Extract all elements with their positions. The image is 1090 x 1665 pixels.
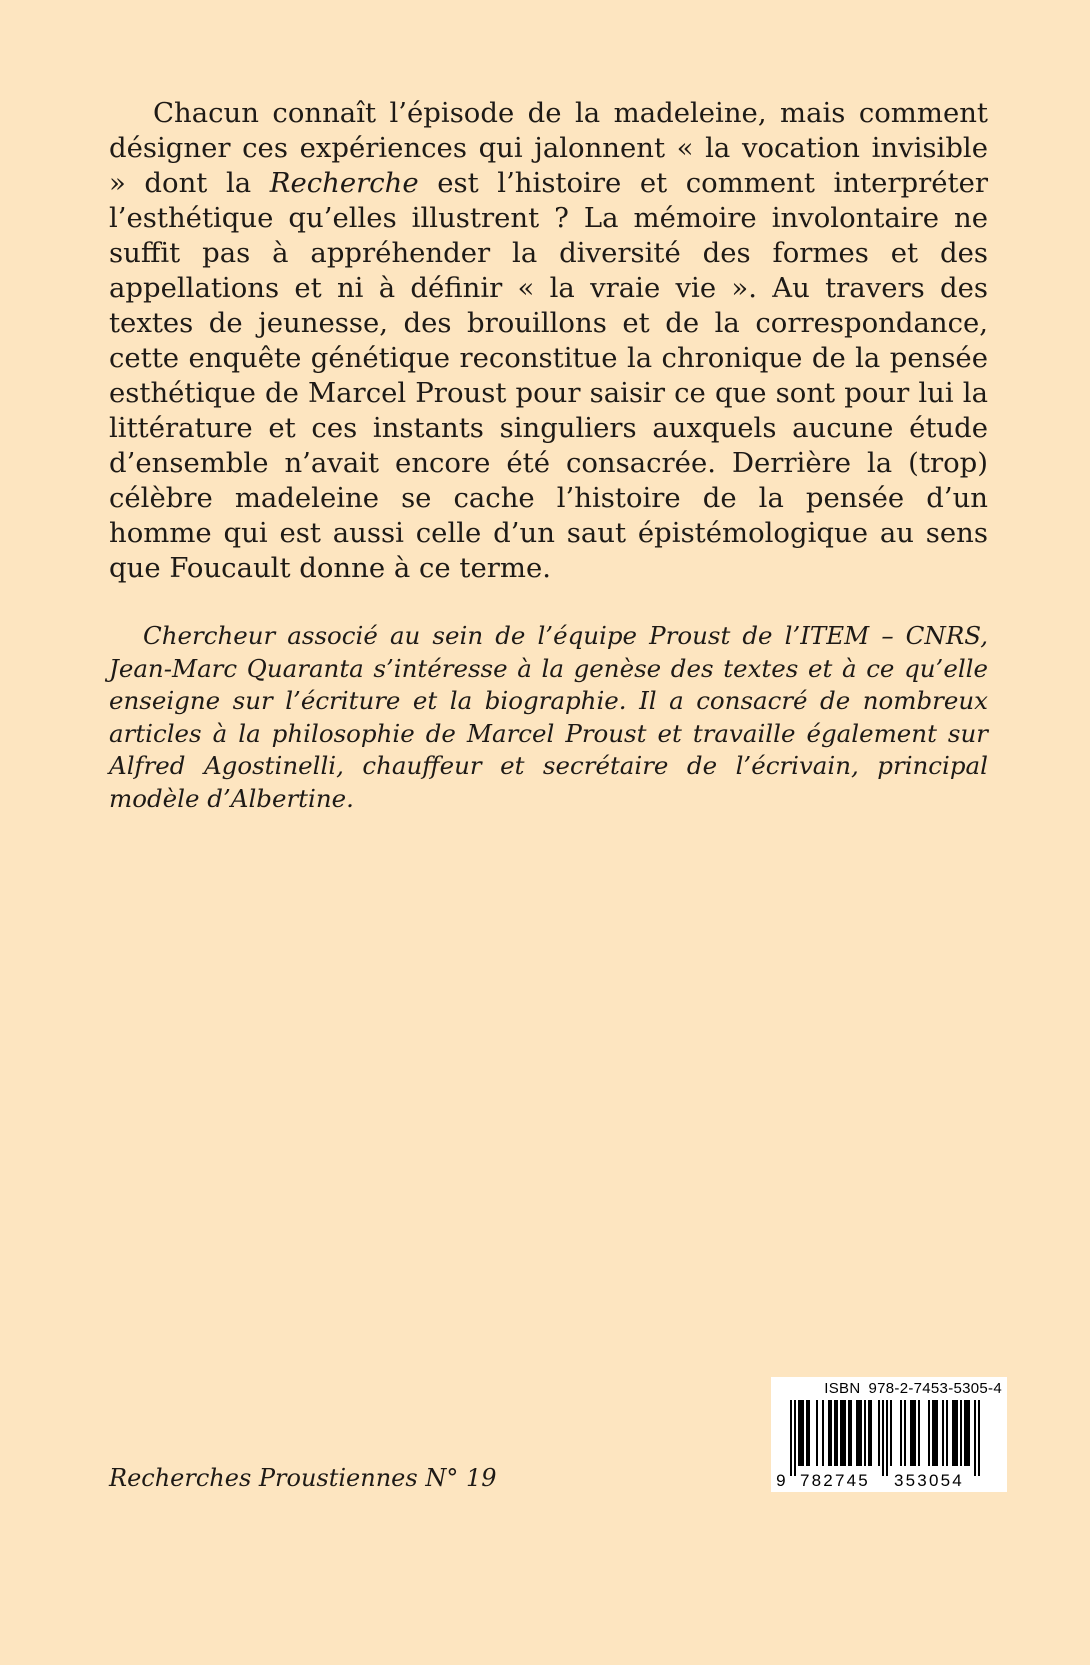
barcode-bar (956, 1400, 958, 1466)
barcode-bar (912, 1400, 914, 1466)
barcode-bar (800, 1400, 802, 1466)
barcode-bar (850, 1400, 852, 1466)
barcode-digits-right: 353054 (894, 1471, 964, 1488)
barcode-bar (928, 1400, 930, 1466)
barcode-bar (860, 1400, 862, 1466)
summary-italic-title: Recherche (269, 167, 419, 199)
barcode-bar (840, 1400, 842, 1466)
barcode-bar (802, 1400, 804, 1466)
barcode-guard-bar (886, 1400, 888, 1476)
barcode-bar (870, 1400, 872, 1466)
barcode-bar (808, 1400, 810, 1466)
barcode-bar (942, 1400, 944, 1466)
barcode-bar (900, 1400, 902, 1466)
barcode-bar (856, 1400, 858, 1466)
barcode-bar (868, 1400, 870, 1466)
barcode-bar (836, 1400, 838, 1466)
barcode-bar (816, 1400, 818, 1466)
series-title: Recherches Proustiennes N° 19 (109, 1464, 497, 1492)
barcode-bar (934, 1400, 936, 1466)
barcode-digit-first: 9 (776, 1471, 788, 1488)
barcode-bar (954, 1400, 956, 1466)
author-bio (109, 620, 988, 815)
barcode-bar (844, 1400, 846, 1466)
barcode-graphic (776, 1400, 1002, 1488)
isbn-number: 978-2-7453-5305-4 (868, 1380, 1002, 1397)
barcode-bar (878, 1400, 880, 1466)
barcode-bar (904, 1400, 906, 1466)
barcode-guard-bar (790, 1400, 792, 1476)
barcode-bar (918, 1400, 920, 1466)
barcode-bar (936, 1400, 938, 1466)
barcode-bar (858, 1400, 860, 1466)
barcode-bar (890, 1400, 892, 1466)
barcode-bar (822, 1400, 824, 1466)
barcode-bar (968, 1400, 970, 1466)
isbn-barcode (771, 1377, 1007, 1492)
barcode-guard-bar (974, 1400, 976, 1476)
barcode-bar (966, 1400, 968, 1466)
barcode-bar (798, 1400, 800, 1466)
barcode-bar (952, 1400, 954, 1466)
isbn-label: ISBN (824, 1380, 861, 1397)
barcode-bar (914, 1400, 916, 1466)
barcode-bar (864, 1400, 866, 1466)
barcode-guard-bar (794, 1400, 796, 1476)
summary-text-part1: Chacun connaît l’épisode de la madeleine, mais comment désigner ces expériences qui jalonnent « la vocation invisible » dont la (109, 97, 988, 199)
barcode-bar (960, 1400, 962, 1466)
book-summary (109, 96, 988, 586)
barcode-bar (834, 1400, 836, 1466)
summary-text-part2: est l’histoire et comment interpréter l’esthétique qu’elles illustrent ? La mémoire involontaire ne suffit pas à appréhender la diversité des formes et des appellations et ni à définir « la vraie vie ». Au travers des textes de jeunesse, des brouillons et de la correspondance, cette enquête génétique reconstitue la chronique de la pensée esthétique de Marcel Proust pour saisir ce que sont pour lui la littérature et ces instants singuliers auxquels aucune étude d’ensemble n’avait encore été consacrée. Derrière la (trop) célèbre madeleine se cache l’histoire de la pensée d’un homme qui est aussi celle d’un saut épistémologique au sens que Foucault donne à ce terme. (109, 167, 988, 584)
barcode-digits-left: 782745 (800, 1471, 870, 1488)
barcode-bar (842, 1400, 844, 1466)
barcode-bar (806, 1400, 808, 1466)
barcode-guard-bar (882, 1400, 884, 1476)
author-bio-text: Chercheur associé au sein de l’équipe Proust de l’ITEM – CNRS, Jean-Marc Quaranta s’intéresse à la genèse des textes et à ce qu’elle enseigne sur l’écriture et la biographie. Il a consacré de nombreux articles à la philosophie de Marcel Proust et travaille également sur Alfred Agostinelli, chauffeur et secrétaire de l’écrivain, principal modèle d’Albertine. (109, 621, 988, 813)
barcode-bar (910, 1400, 912, 1466)
barcode-bar (830, 1400, 832, 1466)
barcode-bar (848, 1400, 850, 1466)
barcode-bar (964, 1400, 966, 1466)
barcode-bar (932, 1400, 934, 1466)
barcode-guard-bar (978, 1400, 980, 1476)
barcode-bar (946, 1400, 948, 1466)
barcode-bar (828, 1400, 830, 1466)
isbn-line (776, 1381, 1002, 1397)
